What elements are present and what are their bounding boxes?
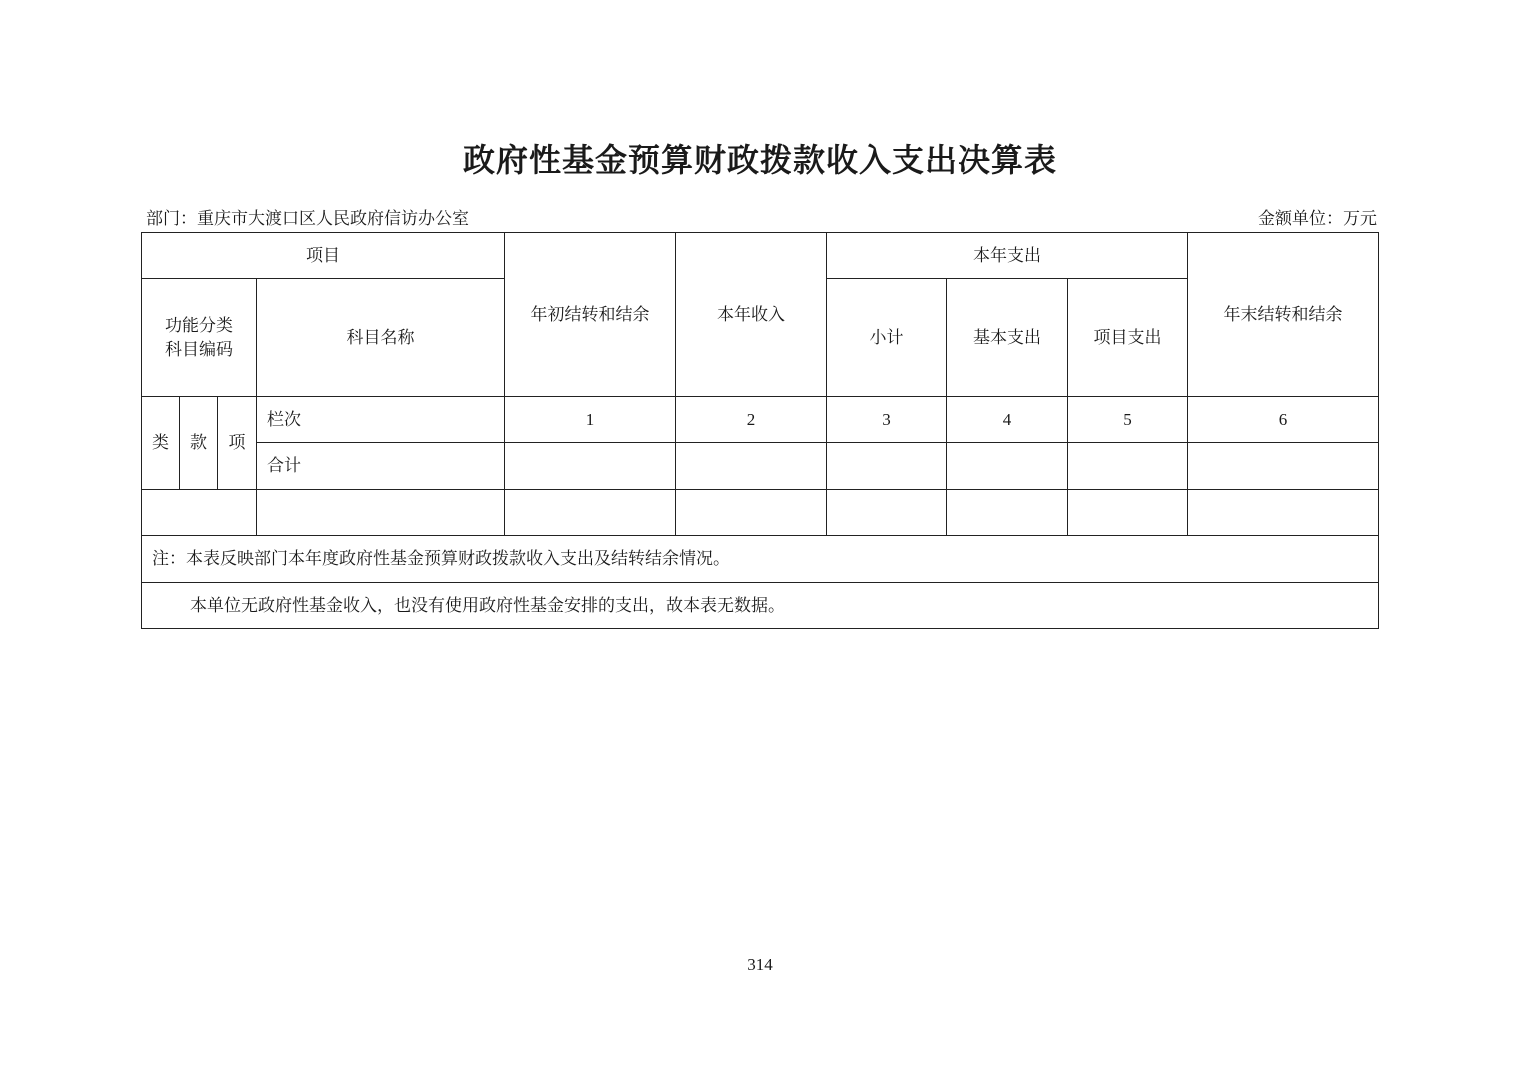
empty-data-row xyxy=(142,490,1379,536)
column-row-label: 栏次 xyxy=(257,397,505,443)
column-number-row xyxy=(142,397,1379,443)
total-cell-2 xyxy=(676,443,827,490)
header-lei: 类 xyxy=(142,397,180,490)
header-kuan: 款 xyxy=(180,397,218,490)
empty-name-cell xyxy=(257,490,505,536)
header-project-expense: 项目支出 xyxy=(1068,279,1188,397)
column-number-5: 5 xyxy=(1068,397,1188,443)
header-row-1 xyxy=(142,233,1379,279)
header-subject-name: 科目名称 xyxy=(257,279,505,397)
column-number-2: 2 xyxy=(676,397,827,443)
empty-cell-6 xyxy=(1188,490,1379,536)
total-cell-6 xyxy=(1188,443,1379,490)
page-number: 314 xyxy=(747,955,773,974)
total-cell-5 xyxy=(1068,443,1188,490)
empty-cell-4 xyxy=(947,490,1068,536)
header-project: 项目 xyxy=(142,233,505,279)
note-row-1 xyxy=(142,536,1379,583)
budget-table xyxy=(141,232,1379,629)
empty-cell-5 xyxy=(1068,490,1188,536)
table-note: 注：本表反映部门本年度政府性基金预算财政拨款收入支出及结转结余情况。 xyxy=(142,536,1379,583)
empty-cell-1 xyxy=(505,490,676,536)
column-number-1: 1 xyxy=(505,397,676,443)
total-cell-3 xyxy=(827,443,947,490)
empty-cell-3 xyxy=(827,490,947,536)
header-ending-balance: 年末结转和结余 xyxy=(1188,233,1379,397)
column-number-3: 3 xyxy=(827,397,947,443)
unit-label: 金额单位：万元 xyxy=(1258,209,1377,229)
total-cell-1 xyxy=(505,443,676,490)
column-number-6: 6 xyxy=(1188,397,1379,443)
total-row xyxy=(142,443,1379,490)
header-subtotal: 小计 xyxy=(827,279,947,397)
column-number-4: 4 xyxy=(947,397,1068,443)
header-current-income: 本年收入 xyxy=(676,233,827,397)
header-func-code: 功能分类 科目编码 xyxy=(142,279,257,397)
page-title: 政府性基金预算财政拨款收入支出决算表 xyxy=(462,141,1057,179)
total-row-label: 合计 xyxy=(257,443,505,490)
header-basic-expense: 基本支出 xyxy=(947,279,1068,397)
no-data-note: 本单位无政府性基金收入，也没有使用政府性基金安排的支出，故本表无数据。 xyxy=(142,583,1379,629)
header-beginning-balance: 年初结转和结余 xyxy=(505,233,676,397)
header-xiang: 项 xyxy=(218,397,257,490)
empty-cell-2 xyxy=(676,490,827,536)
total-cell-4 xyxy=(947,443,1068,490)
department-label: 部门：重庆市大渡口区人民政府信访办公室 xyxy=(146,209,469,229)
note-row-2 xyxy=(142,583,1379,629)
header-current-expense: 本年支出 xyxy=(827,233,1188,279)
empty-code-cell xyxy=(142,490,257,536)
